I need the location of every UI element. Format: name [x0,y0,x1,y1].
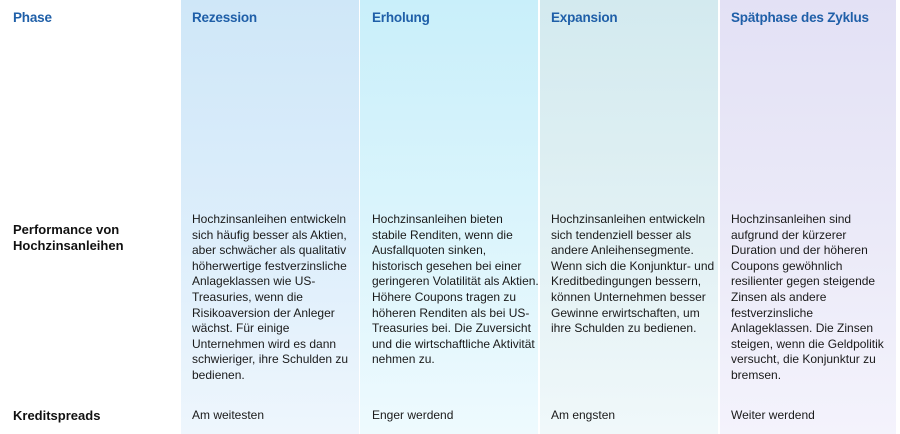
header-expansion: Expansion [551,10,618,25]
kreditspreads-cell-expansion: Am engsten [551,408,616,422]
performance-cell-erholung: Hochzinsanleihen bieten stabile Renditen, wenn die Ausfallquoten sinken, historisch gesehen bei einer geringeren Volatilität als Aktien. Höhere Coupons tragen zu höheren Renditen als bei US-Treasuries bei. Die Zuversicht und die wirtschaftliche Aktivität nehmen zu. [372,212,539,367]
kreditspreads-cell-spaetphase: Weiter werdend [731,408,815,422]
header-phase-label: Phase [13,10,52,25]
performance-cell-rezession: Hochzinsanleihen entwickeln sich häufig besser als Aktien, aber schwächer als qualitativ höherwertige festverzinsliche Anlageklassen wie US-Treasuries, wenn die Risikoaversion der Anleger wächst. Für einige Unternehmen wird es dann schwieriger, ihre Schulden zu bedienen. [192,212,349,382]
row-label-performance: Performance von Hochzinsanleihen [13,222,124,253]
performance-cell-expansion: Hochzinsanleihen entwickeln sich tendenziell besser als andere Anleihensegmente. Wenn sich die Konjunktur- und Kreditbedingungen bessern, können Unternehmen besser Gewinne erwirtschaften, um ihre Schulden zu bedienen. [551,212,715,336]
header-erholung: Erholung [372,10,430,25]
header-rezession: Rezession [192,10,257,25]
performance-cell-spaetphase: Hochzinsanleihen sind aufgrund der kürzerer Duration und der höheren Coupons gewöhnlich resilienter gegen steigende Zinsen als andere festverzinsliche Anlageklassen. Die Zinsen steigen, wenn die Geldpolitik versucht, die Konjunktur zu bremsen. [731,212,884,382]
row-label-kreditspreads: Kreditspreads [13,408,101,423]
header-spaetphase: Spätphase des Zyklus [731,10,869,25]
kreditspreads-cell-erholung: Enger werdend [372,408,454,422]
kreditspreads-cell-rezession: Am weitesten [192,408,265,422]
